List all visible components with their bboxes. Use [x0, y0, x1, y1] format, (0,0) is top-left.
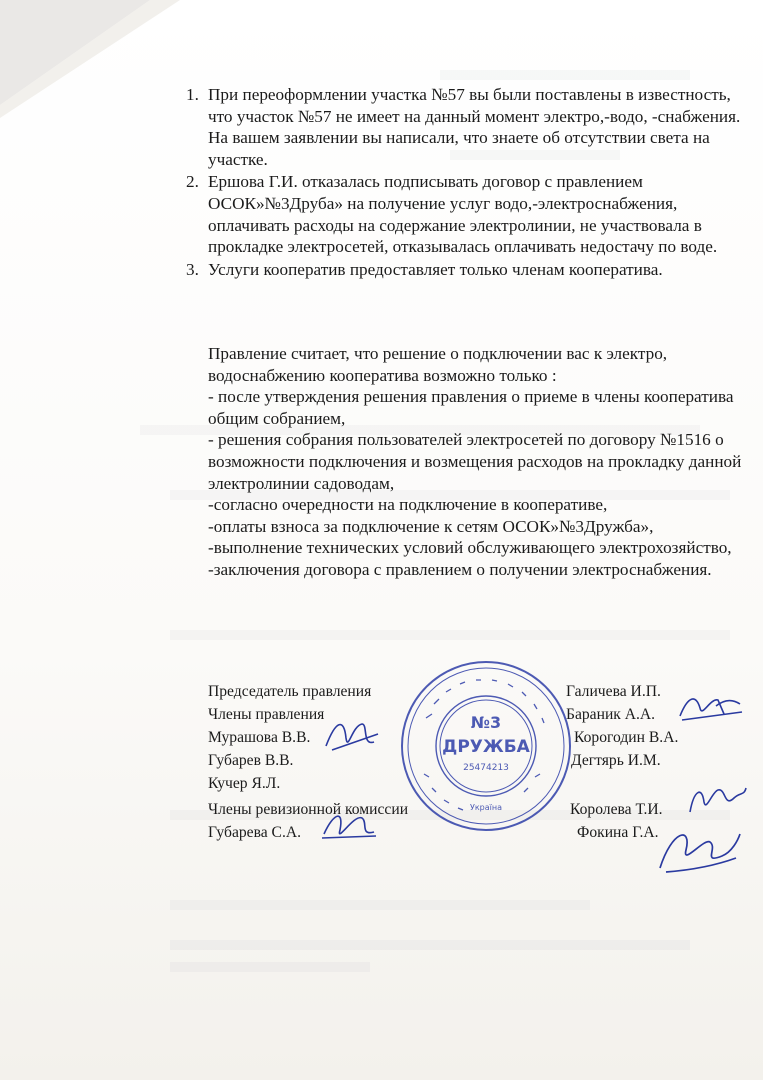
board-member-name: Корогодин В.А. [574, 729, 679, 746]
list-item [182, 259, 742, 281]
list-item [182, 171, 742, 257]
board-role: Члены правления [208, 706, 325, 723]
list-number: 3. [186, 259, 199, 279]
list-number: 1. [186, 85, 199, 104]
condition-item: -выполнение технических условий обслуживающего электрохозяйство, [208, 538, 732, 558]
svg-text:25474213: 25474213 [463, 763, 509, 773]
audit-role: Члены ревизионной комиссии [208, 801, 409, 818]
condition-item: -заключения договора с правлением о получении электроснабжения. [208, 559, 712, 579]
svg-text:ДРУЖБА: ДРУЖБА [442, 737, 530, 757]
handwritten-signature [318, 806, 378, 846]
list-number: 2. [186, 172, 199, 192]
list-item [182, 84, 742, 170]
list-item-text: Услуги кооператив предоставляет только членам кооператива. [208, 259, 663, 279]
condition-item: - решения собрания пользователей электросетей по договору №1516 о возможности подключения и возмещения расходов на прокладку данной электролинии садоводам, [208, 430, 742, 493]
board-member-name: Дегтярь И.М. [571, 752, 661, 769]
condition-item: - после утверждения решения правления о приеме в члены кооператива общим собранием, [208, 387, 734, 428]
svg-text:Україна: Україна [469, 803, 503, 812]
board-member-name: Кучер Я.Л. [208, 775, 281, 792]
board-member-name: Губарев В.В. [208, 752, 294, 769]
handwritten-signature [652, 820, 744, 880]
decision-block [208, 343, 748, 581]
audit-member-name: Губарева С.А. [208, 824, 302, 841]
list-item-text: Ершова Г.И. отказалась подписывать договор с правлением ОСОК»№3Друба» на получение услуг водо,-электроснабжения, оплачивать расходы на содержание электролинии, не участвовала в прокладке электросетей, отказывалась оплачивать недостачу по воде. [208, 172, 718, 257]
numbered-list [182, 84, 742, 281]
chairman-role: Председатель правления [208, 683, 372, 700]
board-member-name: Бараник А.А. [566, 706, 656, 723]
audit-member-name: Фокина Г.А. [577, 824, 659, 841]
cooperative-stamp [396, 656, 576, 836]
audit-member-name: Королева Т.И. [570, 801, 663, 818]
condition-item: -согласно очередности на подключение в кооперативе, [208, 495, 608, 515]
list-item-text: При переоформлении участка №57 вы были поставлены в известность, что участок №57 не имеет на данный момент электро,-водо, -снабжения. На вашем заявлении вы написали, что знаете об отсутствии света на участке. [208, 85, 741, 169]
handwritten-signature [676, 690, 746, 726]
condition-item: -оплаты взноса за подключение к сетям ОСОК»№3Дружба», [208, 516, 654, 536]
handwritten-signature [684, 782, 750, 822]
svg-text:№3: №3 [470, 713, 502, 732]
decision-intro: Правление считает, что решение о подключении вас к электро, водоснабжению кооператива возможно только : [208, 344, 668, 385]
chairman-name: Галичева И.П. [566, 683, 661, 700]
handwritten-signature [322, 716, 382, 756]
board-member-name: Мурашова В.В. [208, 729, 311, 746]
